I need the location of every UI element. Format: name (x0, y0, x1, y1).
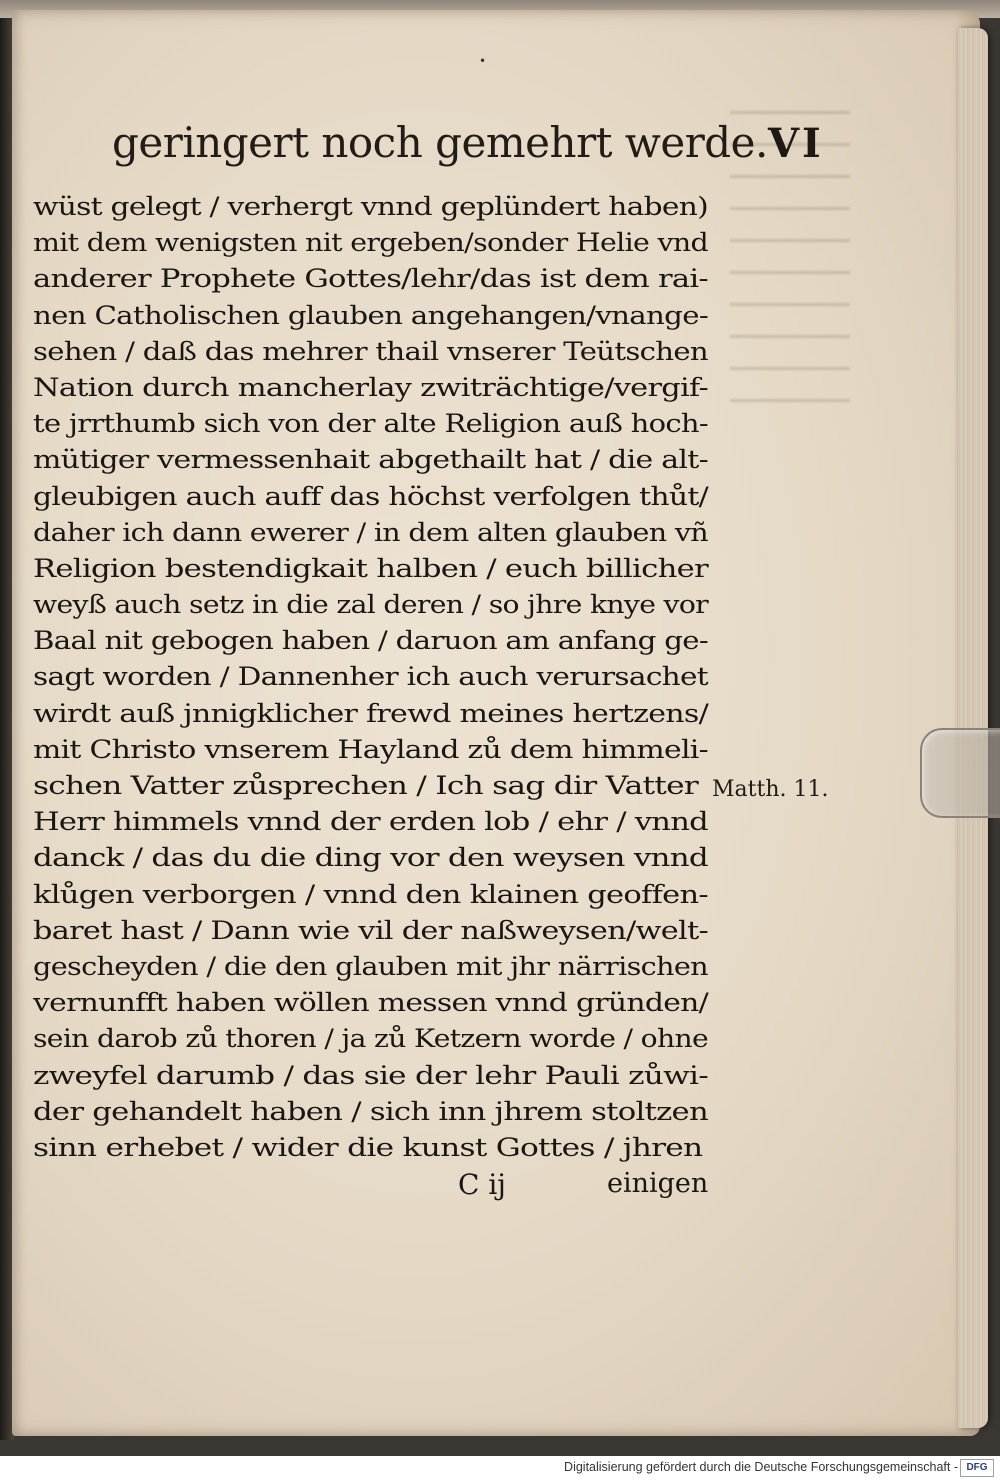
text-line-content: wüst gelegt / verhergt vnnd geplündert haben) (33, 192, 708, 221)
text-line (33, 479, 723, 515)
text-line-content: mütiger vermessenhait abgethailt hat / die alt- (33, 445, 708, 475)
catchword: einigen (607, 1168, 709, 1199)
text-line (33, 913, 723, 949)
marginal-reference: Matth. 11. (712, 777, 829, 802)
running-title: geringert noch gemehrt werde. (112, 118, 768, 167)
text-line-content: nen Catholischen glauben angehangen/vnange- (33, 300, 708, 330)
scanner-page-clip (920, 728, 1000, 818)
text-line-content: zweyfel darumb / das sie der lehr Pauli zůwi- (33, 1060, 708, 1090)
text-line-content: daher ich dann ewerer / in dem alten glauben vñ (33, 517, 708, 547)
text-line (33, 551, 723, 587)
text-line (33, 515, 723, 551)
funding-credit: Digitalisierung gefördert durch die Deutsche Forschungsgemeinschaft - (564, 1460, 958, 1474)
text-line (33, 189, 723, 225)
text-line-content: Baal nit gebogen haben / daruon am anfang ge- (33, 626, 708, 656)
text-line-content: danck / das du die ding vor den weysen vnnd (33, 843, 708, 873)
main-text-block (33, 189, 723, 1166)
text-line-content: sagt worden / Dannenher ich auch verursachet (33, 662, 708, 692)
text-line (33, 442, 723, 478)
text-line-content: schen Vatter zůsprechen / Ich sag dir Vatter (33, 771, 698, 800)
folio-number: VI (768, 120, 824, 167)
text-line (33, 1094, 723, 1130)
text-line-content: klůgen verborgen / vnnd den klainen geoffen- (33, 879, 708, 909)
text-line-content: weyß auch setz in die zal deren / so jhre knye vor (33, 590, 708, 620)
text-line-content: sinn erhebet / wider die kunst Gottes / jhren (33, 1132, 703, 1162)
text-line (33, 840, 723, 876)
text-line-content: mit Christo vnserem Hayland zů dem himmeli- (33, 734, 708, 764)
text-line (33, 732, 723, 768)
text-line (33, 949, 723, 985)
text-line-content: der gehandelt haben / sich inn jhrem stoltzen (33, 1096, 708, 1126)
text-line-content: sehen / daß das mehrer thail vnserer Teütschen (33, 336, 708, 366)
text-line (33, 877, 723, 913)
text-line (33, 370, 723, 406)
text-line-content: gescheyden / die den glauben mit jhr närrischen (33, 951, 708, 981)
signature-mark: C ij (458, 1168, 506, 1201)
text-line (33, 1021, 723, 1057)
text-line (33, 261, 723, 297)
text-line (33, 334, 723, 370)
text-line (33, 406, 723, 442)
text-line (33, 768, 723, 804)
text-line-content: baret hast / Dann wie vil der naßweysen/welt- (33, 915, 708, 945)
text-line (33, 1130, 723, 1166)
text-line (33, 587, 723, 623)
text-line (33, 1058, 723, 1094)
text-line-content: Religion bestendigkait halben / euch billicher (33, 553, 708, 583)
text-line-content: vernunfft haben wöllen messen vnnd gründen/ (33, 988, 708, 1018)
text-line-content: gleubigen auch auff das höchst verfolgen thůt/ (33, 481, 708, 511)
text-line-content: sein darob zů thoren / ja zů Ketzern worde / ohne (33, 1024, 708, 1054)
text-line (33, 696, 723, 732)
text-line (33, 985, 723, 1021)
text-line-content: wirdt auß jnnigklicher frewd meines hertzens/ (33, 698, 708, 728)
dfg-logo: DFG (960, 1459, 994, 1477)
text-line (33, 659, 723, 695)
text-line (33, 298, 723, 334)
text-line-content: anderer Prophete Gottes/lehr/das ist dem rai- (33, 264, 708, 294)
text-line (33, 225, 723, 261)
text-line-content: Herr himmels vnnd der erden lob / ehr / vnnd (33, 807, 708, 837)
text-line (33, 623, 723, 659)
text-line (33, 804, 723, 840)
text-line-content: te jrrthumb sich von der alte Religion auß hoch- (33, 409, 708, 439)
text-line-content: mit dem wenigsten nit ergeben/sonder Helie vnd (33, 228, 708, 258)
text-line-content: Nation durch mancherlay zwiträchtige/vergif- (33, 372, 708, 402)
page-mark-dot: • (479, 54, 487, 68)
